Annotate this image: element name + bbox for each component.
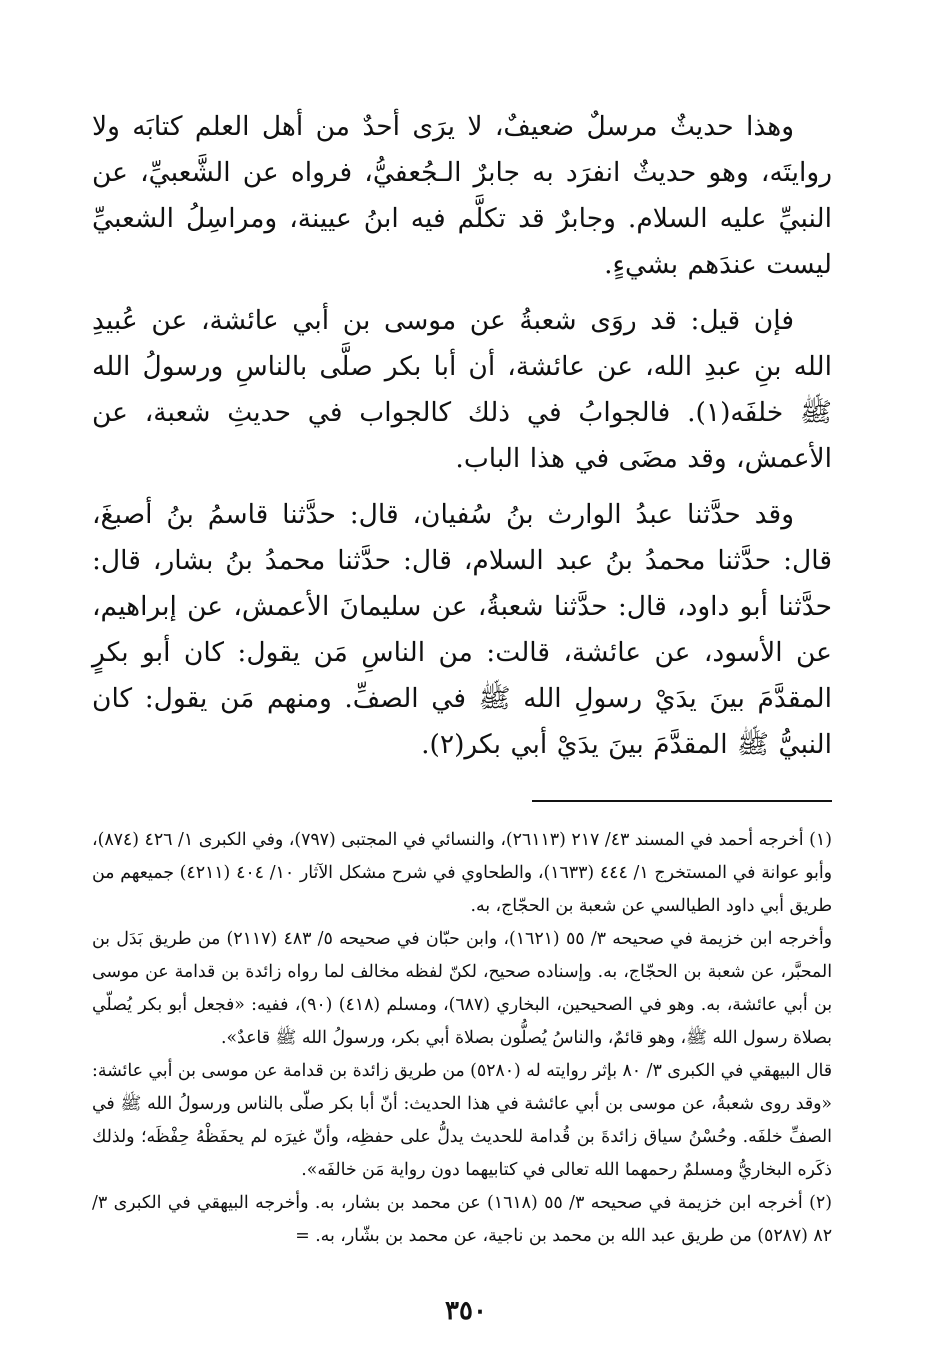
page [92,104,833,1246]
footnote: قال البيهقي في الكبرى ٣/ ٨٠ بإثر روايته له (٥٢٨٠) من طريق زائدة بن قدامة عن موسى بن أبي عائشة: «وقد روى شعبةُ، عن موسى بن أبي عائشة في هذا الحديث: أنّ أبا بكر صلّى بالناس ورسولُ الله ﷺ في الصفِّ خلفَه. وحُسْنُ سياق زائدةَ بن قُدامة للحديث يدلُّ على حفظِه، وأنّ غيرَه لم يحفَظْهُ حِفْظَه؛ ولذلك ذكَره البخاريُّ ومسلمٌ رحمهما الله تعالى في كتابيهما دون رواية مَن خالفَه». [92,1061,833,1180]
footnotes [92,824,832,1253]
footnote: (٢) أخرجه ابن خزيمة في صحيحه ٣/ ٥٥ (١٦١٨) عن محمد بن بشار، به. وأخرجه البيهقي في الكبرى ٣/ ٨٢ (٥٢٨٧) من طريق عبد الله بن محمد بن ناجية، عن محمد بن بشّار، به. = [92,1193,832,1246]
main-paragraph: وقد حدَّثنا عبدُ الوارث بنُ سُفيان، قال: حدَّثنا قاسمُ بنُ أصبغَ، قال: حدَّثنا محمدُ بنُ عبد السلام، قال: حدَّثنا محمدُ بنُ بشار، قال: حدَّثنا أبو داود، قال: حدَّثنا شعبةُ، عن سليمانَ الأعمش، عن إبراهيم، عن الأسود، عن عائشة، قالت: من الناسِ مَن يقول: كان أبو بكرٍ المقدَّمَ بينَ يدَيْ رسولِ الله ﷺ في الصفِّ. ومنهم مَن يقول: كان النبيُّ ﷺ المقدَّمَ بينَ يدَيْ أبي بكر(٢). [92,499,832,760]
main-paragraph: وهذا حديثٌ مرسلٌ ضعيفٌ، لا يرَى أحدٌ من أهل العلم كتابَه ولا روايتَه، وهو حديثٌ انفرَد به جابرٌ الـجُعفيُّ، فرواه عن الشَّعبيِّ، عن النبيِّ عليه السلام. وجابرٌ قد تكلَّم فيه ابنُ عيينة، ومراسِلُ الشعبيِّ ليست عندَهم بشيءٍ. [92,111,832,280]
footnote: (١) أخرجه أحمد في المسند ٤٣/ ٢١٧ (٢٦١١٣)، والنسائي في المجتبى (٧٩٧)، وفي الكبرى ١/ ٤٢٦ (٨٧٤)، وأبو عوانة في المستخرج ١/ ٤٤٤ (١٦٣٣)، والطحاوي في شرح مشكل الآثار ١٠/ ٤٠٤ (٤٢١١) جميعهم من طريق أبي داود الطيالسي عن شعبة بن الحجّاج، به. [92,830,832,916]
main-text [92,104,832,768]
main-paragraph: فإن قيل: قد روَى شعبةُ عن موسى بن أبي عائشة، عن عُبيدِ الله بنِ عبدِ الله، عن عائشة، أن أبا بكر صلَّى بالناسِ ورسولُ الله ﷺ خلفَه(١). فالجوابُ في ذلك كالجواب في حديثِ شعبة، عن الأعمش، وقد مضَى في هذا الباب. [92,305,832,474]
page-number: ٣٥٠ [445,1296,487,1326]
footnote-separator [532,800,832,802]
footnote: وأخرجه ابن خزيمة في صحيحه ٣/ ٥٥ (١٦٢١)، وابن حبّان في صحيحه ٥/ ٤٨٣ (٢١١٧) من طريق بَدَل بن المحبَّر، عن شعبة بن الحجّاج، به. وإسناده صحيح، لكنّ لفظه مخالف لما رواه زائدة بن قدامة عن موسى بن أبي عائشة، به. وهو في الصحيحين، البخاري (٦٨٧)، ومسلم (٤١٨) (٩٠)، ففيه: «فجعل أبو بكر يُصلّي بصلاة رسول الله ﷺ، وهو قائمٌ، والناسُ يُصلُّون بصلاة أبي بكر، ورسولُ الله ﷺ قاعدٌ». [92,929,832,1048]
